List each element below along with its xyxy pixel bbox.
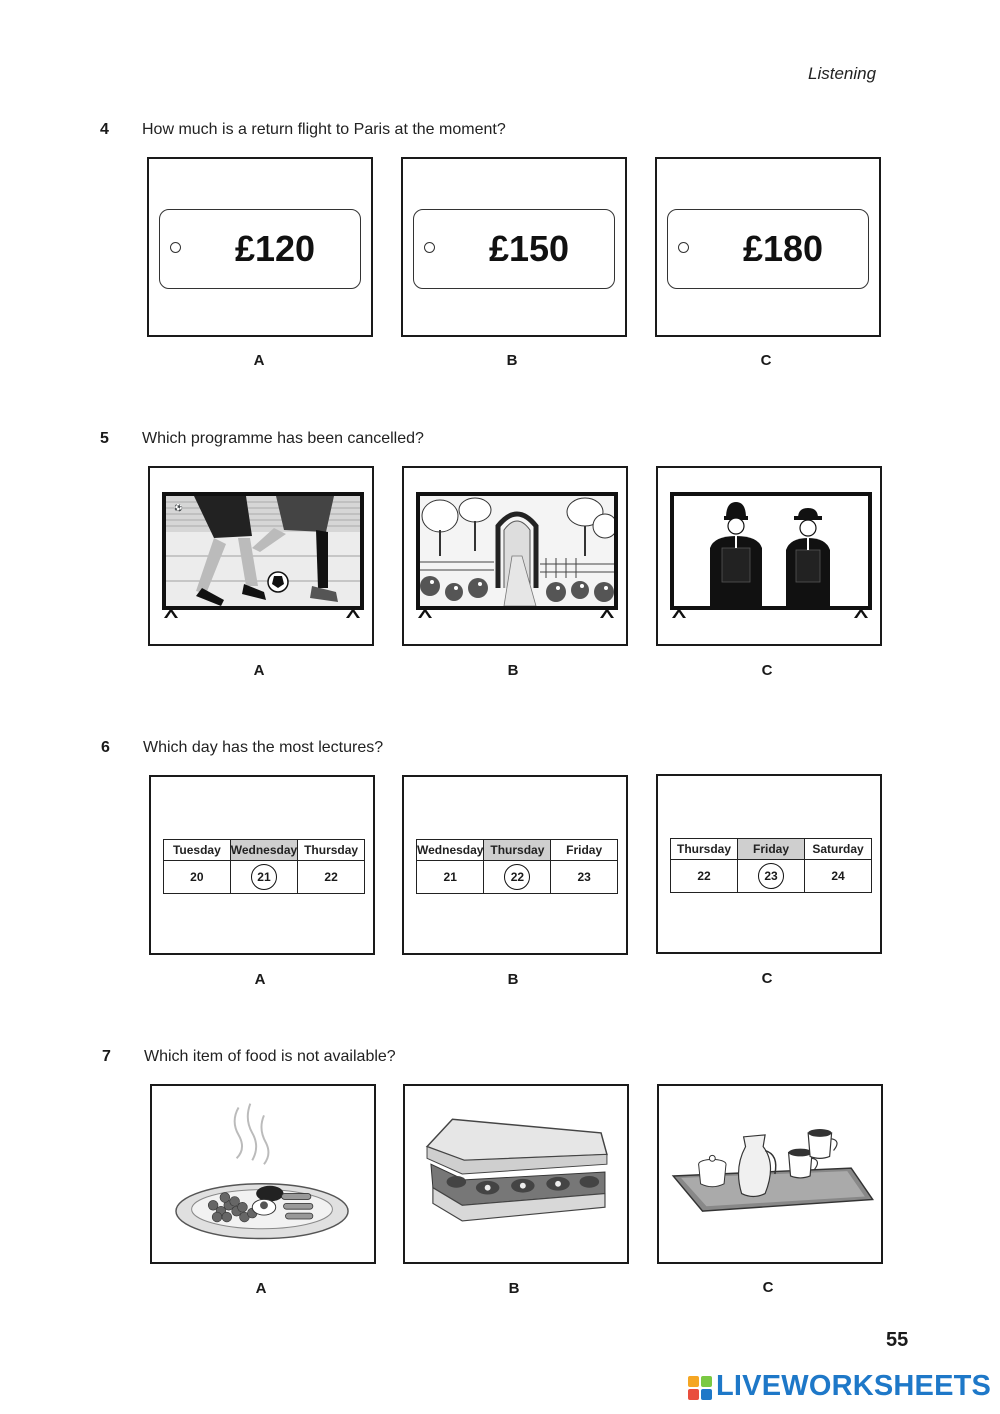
option-5c-box[interactable] (656, 466, 882, 646)
calendar-day: Tuesday (164, 840, 231, 861)
question-6-text: Which day has the most lectures? (143, 739, 384, 756)
option-7a-box[interactable] (150, 1084, 376, 1264)
option-5a-box[interactable] (148, 466, 374, 646)
price-value: £120 (234, 228, 316, 269)
option-5a-letter: A (253, 662, 265, 679)
option-4c-box[interactable] (655, 157, 881, 337)
price-value: £180 (742, 228, 824, 269)
tv-stand-right-icon (600, 608, 614, 618)
option-6c-box[interactable] (656, 774, 882, 954)
price-tag (667, 209, 869, 289)
calendar-table (163, 839, 365, 894)
option-4a-box[interactable] (147, 157, 373, 337)
calendar-day: Saturday (805, 839, 872, 860)
calendar-day: Thursday (671, 839, 738, 860)
option-5c-letter: C (761, 662, 773, 679)
option-7b-box[interactable] (403, 1084, 629, 1264)
option-6c-letter: C (761, 970, 773, 987)
calendar-date-cell (738, 860, 805, 893)
price-tag (413, 209, 615, 289)
tv-stand-left-icon (672, 608, 686, 618)
calendar-day-highlighted: Wednesday (230, 840, 297, 861)
price-tag (159, 209, 361, 289)
calendar-date: 20 (164, 861, 231, 894)
option-6a-box[interactable] (149, 775, 375, 955)
hot-breakfast-plate-icon (152, 1086, 374, 1262)
price-value: £150 (488, 228, 570, 269)
question-4-text: How much is a return flight to Paris at the moment? (142, 121, 506, 138)
liveworksheets-logo[interactable] (688, 1370, 992, 1406)
calendar-date: 22 (298, 861, 365, 894)
option-5b-letter: B (507, 662, 519, 679)
calendar-day: Thursday (298, 840, 365, 861)
calendar-date-circled: 23 (758, 863, 784, 889)
calendar-date: 22 (671, 860, 738, 893)
option-4a-letter: A (253, 352, 265, 369)
option-7b-letter: B (508, 1280, 520, 1297)
option-6a-letter: A (254, 971, 266, 988)
calendar-date-cell (230, 861, 297, 894)
option-7c-letter: C (762, 1279, 774, 1296)
option-6b-letter: B (507, 971, 519, 988)
calendar-date: 24 (805, 860, 872, 893)
question-4-number: 4 (100, 121, 109, 138)
calendar-day-highlighted: Friday (738, 839, 805, 860)
calendar-table (416, 839, 618, 894)
tv-stand-left-icon (164, 608, 178, 618)
liveworksheets-logo-mark-icon (688, 1376, 712, 1400)
option-6b-box[interactable] (402, 775, 628, 955)
question-7-number: 7 (102, 1048, 111, 1065)
tag-hole-icon (424, 242, 435, 253)
calendar-date-circled: 21 (251, 864, 277, 890)
option-7a-letter: A (255, 1280, 267, 1297)
tag-hole-icon (678, 242, 689, 253)
tv-stand-left-icon (418, 608, 432, 618)
tv-stand-right-icon (346, 608, 360, 618)
svg-text:⚽: ⚽ (174, 505, 183, 512)
tv-garden-icon (416, 492, 618, 610)
question-6-number: 6 (101, 739, 110, 756)
calendar-date-cell (484, 861, 551, 894)
option-4c-letter: C (760, 352, 772, 369)
calendar-date: 21 (417, 861, 484, 894)
calendar-day: Wednesday (417, 840, 484, 861)
option-4b-box[interactable] (401, 157, 627, 337)
calendar-day-highlighted: Thursday (484, 840, 551, 861)
question-7-text: Which item of food is not available? (144, 1048, 396, 1065)
tv-police-icon (670, 492, 872, 610)
question-5-text: Which programme has been cancelled? (142, 430, 424, 447)
tv-stand-right-icon (854, 608, 868, 618)
calendar-day: Friday (551, 840, 618, 861)
calendar-table (670, 838, 872, 893)
tea-tray-icon (659, 1086, 881, 1262)
page-number: 55 (886, 1329, 909, 1351)
sandwich-icon (405, 1086, 627, 1262)
section-label: Listening (808, 64, 877, 83)
tag-hole-icon (170, 242, 181, 253)
calendar-date: 23 (551, 861, 618, 894)
option-7c-box[interactable] (657, 1084, 883, 1264)
option-5b-box[interactable] (402, 466, 628, 646)
question-5-number: 5 (100, 430, 109, 447)
liveworksheets-brand-text: LIVEWORKSHEETS (716, 1370, 992, 1402)
calendar-date-circled: 22 (504, 864, 530, 890)
option-4b-letter: B (506, 352, 518, 369)
tv-football-icon (162, 492, 364, 610)
